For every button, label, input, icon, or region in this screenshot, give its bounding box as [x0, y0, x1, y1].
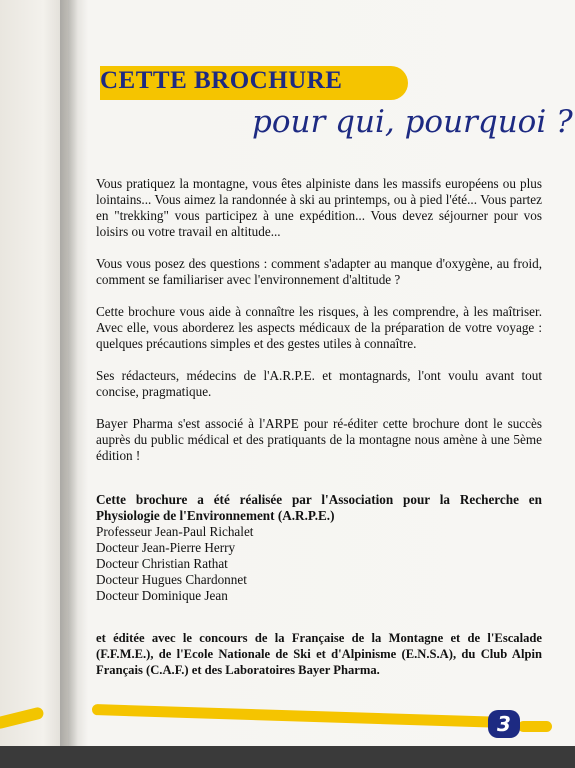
footer-yellow-stripe-end: [518, 721, 552, 732]
edition-credits: et éditée avec le concours de la Française de la Montagne et de l'Escalade (F.F.M.E.), de l'Ecole Nationale de Ski et d'Alpinisme (E.N.S.A), du Club Alpin Français (C.A.F.) et des Laboratoires Bayer Pharma.: [96, 631, 542, 677]
paragraph-5: Bayer Pharma s'est associé à l'ARPE pour ré-éditer cette brochure dont le succès auprès du public médical et des pratiquants de la montagne nous amène à une 5ème édition !: [96, 416, 542, 463]
author-2: Docteur Jean-Pierre Herry: [96, 540, 236, 555]
page-title: CETTE BROCHURE: [100, 67, 343, 94]
page-number-badge: [488, 710, 520, 738]
paragraph-4: Ses rédacteurs, médecins de l'A.R.P.E. et montagnards, l'ont voulu avant tout concise, pragmatique.: [96, 368, 542, 399]
author-4: Docteur Hugues Chardonnet: [96, 572, 247, 587]
left-page-yellow-stripe: [0, 706, 45, 730]
credits-intro: Cette brochure a été réalisée par l'Association pour la Recherche en Physiologie de l'Environnement (A.R.P.E.): [96, 492, 542, 523]
page-subtitle: pour qui, pourquoi ?: [252, 104, 573, 140]
credits-block: [96, 492, 542, 604]
page-fold-shadow: [60, 0, 78, 768]
author-5: Docteur Dominique Jean: [96, 588, 228, 603]
background-edge: [0, 746, 575, 768]
author-1: Professeur Jean-Paul Richalet: [96, 524, 254, 539]
intro-text: [96, 176, 542, 480]
author-3: Docteur Christian Rathat: [96, 556, 228, 571]
paragraph-1: Vous pratiquez la montagne, vous êtes alpiniste dans les massifs européens ou plus lointains... Vous aimez la randonnée à ski au printemps, ou à pied l'été... Vous partez en "trekking" vous participez à une expédition... Vous devez séjourner pour vos loisirs ou votre travail en altitude...: [96, 176, 542, 239]
paragraph-2: Vous vous posez des questions : comment s'adapter au manque d'oxygène, au froid, comment se familiariser avec l'environnement d'altitude ?: [96, 256, 542, 287]
page-number: 3: [497, 712, 511, 736]
paragraph-3: Cette brochure vous aide à connaître les risques, à les comprendre, à les maîtriser. Avec elle, vous aborderez les aspects médicaux de la préparation de votre voyage : quelques précautions simples et des gestes utiles à connaître.: [96, 304, 542, 351]
